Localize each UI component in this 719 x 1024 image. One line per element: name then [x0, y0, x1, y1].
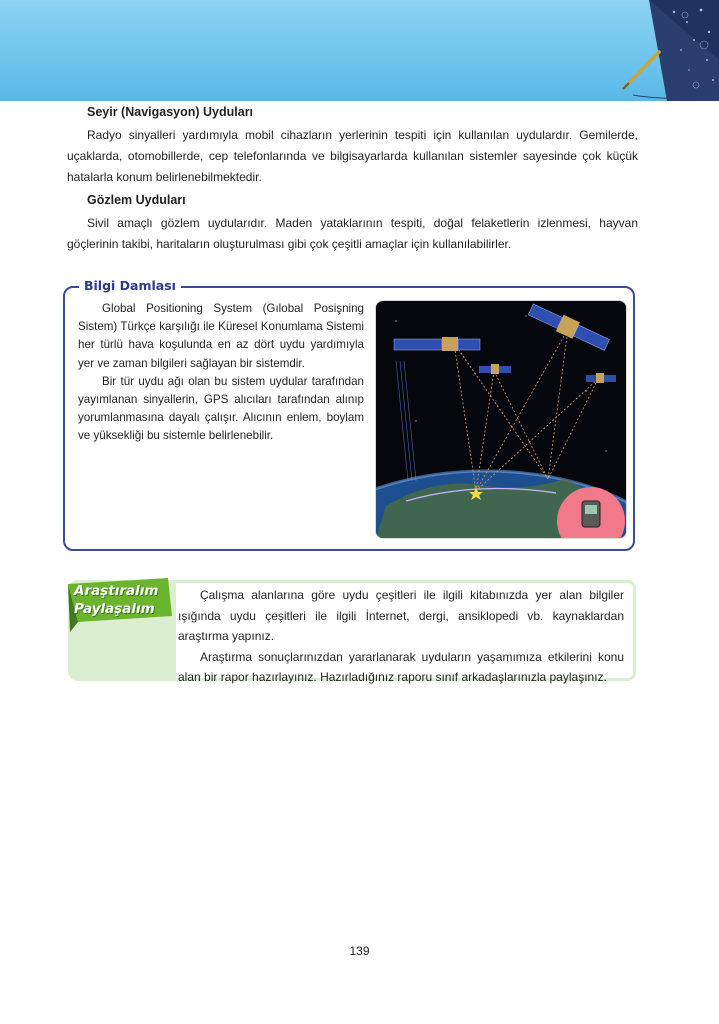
activity-badge-label	[74, 582, 158, 618]
section-observation-satellites	[67, 193, 638, 255]
section-title: Gözlem Uyduları	[87, 193, 186, 207]
badge-line-paylasalim: Paylaşalım	[74, 601, 155, 617]
night-sky-pen-illustration	[619, 0, 719, 101]
info-box-bilgi-damlasi	[63, 278, 635, 551]
info-paragraph: Bir tür uydu ağı olan bu sistem uydular tarafından yayımlanan sinyallerin, GPS alıcıları tarafından alınıp yorumlanmasına dayalı çalışır. Alıcının enlem, boylam ve yüksekliği bu sistemle belirlenebilir.	[78, 374, 364, 443]
activity-paragraph: Araştırma sonuçlarınızdan yararlanarak uyduların yaşamımıza etkilerini konu alan bir rapor hazırlayınız. Hazırladığınız raporu sınıf arkadaşlarınızla paylaşınız.	[178, 649, 624, 684]
activity-box-arastiralim-paylasalim	[68, 580, 636, 684]
page-number: 139	[349, 944, 370, 958]
info-paragraph: Global Positioning System (Gılobal Posişning Sistem) Türkçe karşılığı ile Küresel Konumlama Sistemi her türlü hava koşulunda en az dört uydu yardımıyla yer ve zaman bilgileri sağlayan bir sistemdir.	[78, 302, 364, 370]
info-box-text	[78, 300, 364, 446]
info-box-title: Bilgi Damlası	[79, 278, 181, 293]
section-body: Sivil amaçlı gözlem uydularıdır. Maden yataklarının tespiti, doğal felaketlerin izlenmesi, hayvan göçlerinin takibi, haritaların oluşturulması gibi çok çeşitli amaçlar için kullanılabilirler.	[67, 216, 638, 251]
gps-satellite-illustration	[375, 300, 627, 539]
activity-text	[178, 585, 624, 688]
badge-line-arastiralim: Araştıralım	[74, 583, 159, 599]
activity-paragraph: Çalışma alanlarına göre uydu çeşitleri ile ilgili kitabınızda yer alan bilgiler ışığında uydu çeşitleri ile ilgili İnternet, dergi, ansiklopedi vb. kaynaklardan araştırma yapınız.	[178, 588, 624, 643]
section-navigation-satellites	[67, 105, 638, 188]
top-banner	[0, 0, 719, 101]
section-title: Seyir (Navigasyon) Uyduları	[87, 105, 254, 119]
section-body: Radyo sinyalleri yardımıyla mobil cihazların yerlerinin tespiti için kullanılan uydulardır. Gemilerde, uçaklarda, otomobillerde, cep telefonlarında ve bilgisayarlarda kullanılan sistemler sayesinde çok küçük hatalarla konum belirlenebilmektedir.	[67, 128, 638, 184]
